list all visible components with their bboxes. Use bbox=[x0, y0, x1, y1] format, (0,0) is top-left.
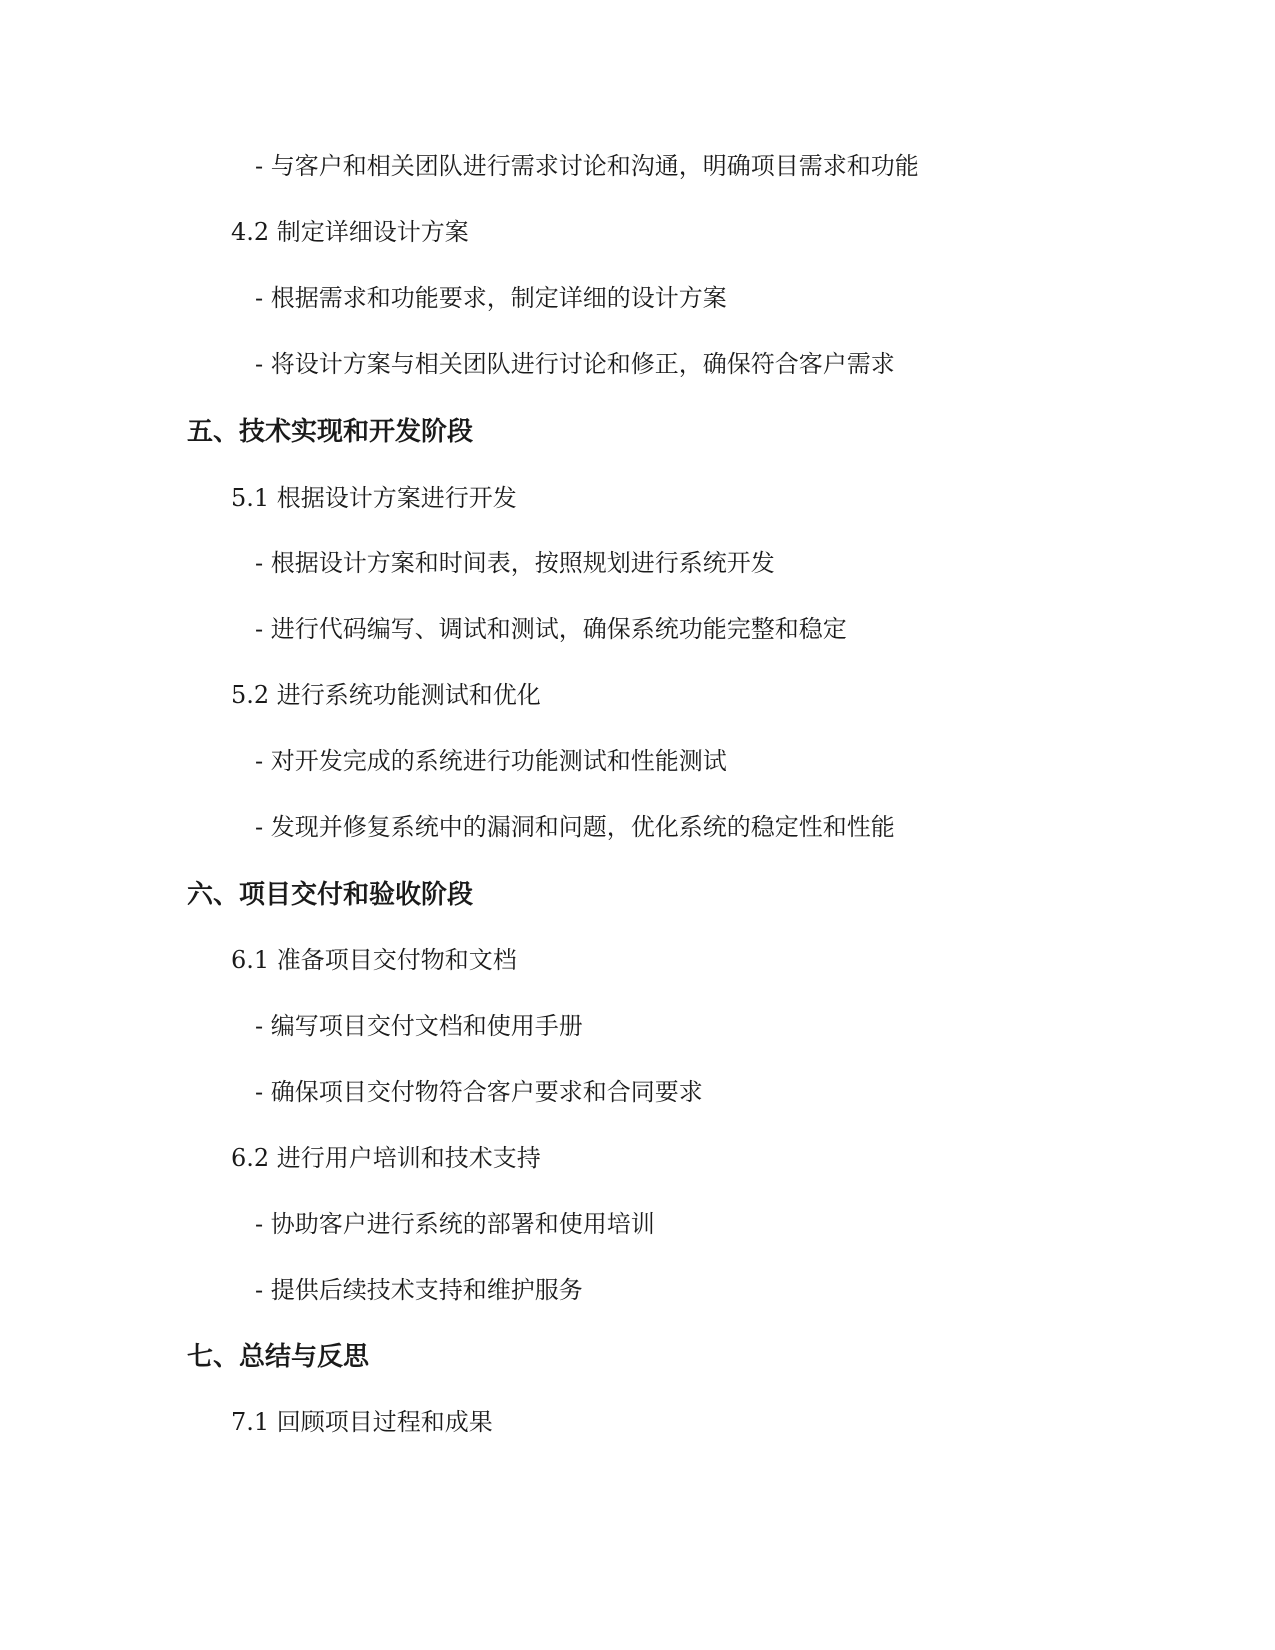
bullet-item: - 确保项目交付物符合客户要求和合同要求 bbox=[255, 1078, 703, 1106]
subsection-title: 4.2 制定详细设计方案 bbox=[231, 218, 469, 246]
subsection-title: 7.1 回顾项目过程和成果 bbox=[231, 1408, 493, 1436]
bullet-item: - 发现并修复系统中的漏洞和问题，优化系统的稳定性和性能 bbox=[255, 813, 895, 841]
subsection-title: 6.1 准备项目交付物和文档 bbox=[231, 946, 517, 974]
subsection-title: 5.1 根据设计方案进行开发 bbox=[231, 484, 517, 512]
section-heading: 七、总结与反思 bbox=[187, 1342, 370, 1372]
bullet-item: - 根据需求和功能要求，制定详细的设计方案 bbox=[255, 284, 727, 312]
bullet-item: - 根据设计方案和时间表，按照规划进行系统开发 bbox=[255, 549, 775, 577]
bullet-item: - 编写项目交付文档和使用手册 bbox=[255, 1012, 583, 1040]
subsection-title: 5.2 进行系统功能测试和优化 bbox=[231, 681, 541, 709]
bullet-item: - 提供后续技术支持和维护服务 bbox=[255, 1276, 583, 1304]
bullet-item: - 将设计方案与相关团队进行讨论和修正，确保符合客户需求 bbox=[255, 350, 895, 378]
section-heading: 五、技术实现和开发阶段 bbox=[187, 417, 474, 447]
section-heading: 六、项目交付和验收阶段 bbox=[187, 880, 474, 910]
bullet-item: - 协助客户进行系统的部署和使用培训 bbox=[255, 1210, 655, 1238]
bullet-item: - 对开发完成的系统进行功能测试和性能测试 bbox=[255, 747, 727, 775]
bullet-item: - 进行代码编写、调试和测试，确保系统功能完整和稳定 bbox=[255, 615, 847, 643]
bullet-item: - 与客户和相关团队进行需求讨论和沟通，明确项目需求和功能 bbox=[255, 152, 919, 180]
subsection-title: 6.2 进行用户培训和技术支持 bbox=[231, 1144, 541, 1172]
